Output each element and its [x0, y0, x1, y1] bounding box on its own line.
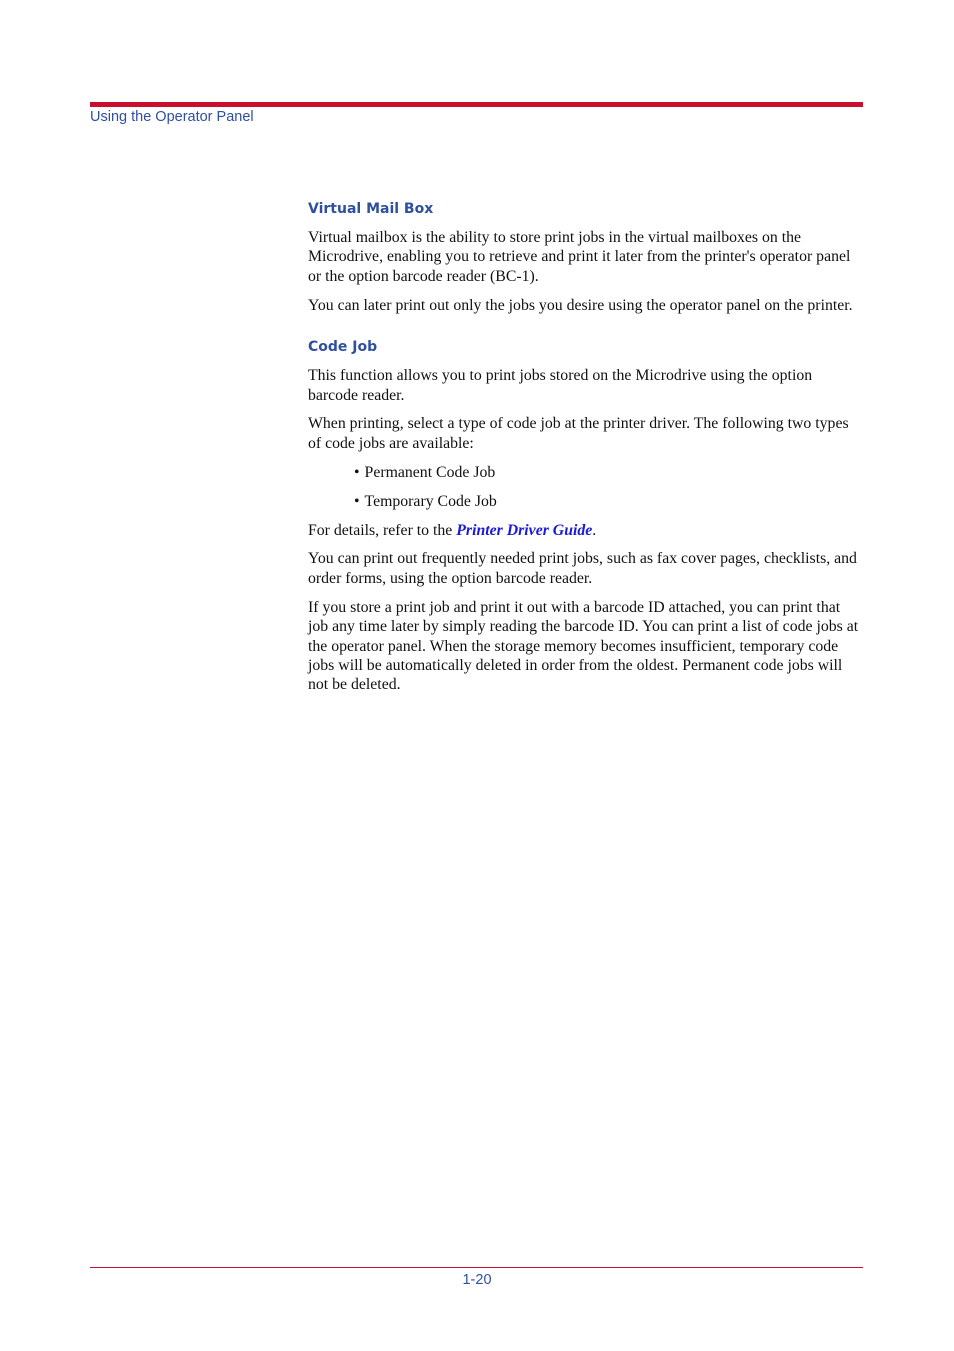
paragraph: This function allows you to print jobs stored on the Microdrive using the option barcode reader. [308, 367, 813, 404]
bullet-icon: • [354, 463, 360, 481]
section-heading: Virtual Mail Box [308, 201, 434, 217]
list-item-text: Temporary Code Job [364, 492, 497, 510]
paragraph: You can print out frequently needed print jobs, such as fax cover pages, checklists, and order forms, using the option barcode reader. [308, 550, 857, 587]
list-item [354, 492, 864, 511]
section-heading: Code Job [308, 339, 378, 356]
running-header: Using the Operator Panel [90, 109, 254, 125]
printer-driver-guide-link[interactable]: Printer Driver Guide [456, 521, 593, 539]
section-code-job [308, 337, 864, 695]
page-number: 1-20 [462, 1272, 492, 1288]
list-item [354, 463, 864, 482]
reference-prefix: For details, refer to the [308, 521, 457, 539]
code-job-type-list [308, 463, 864, 511]
footer-rule [90, 1267, 863, 1268]
paragraph: Virtual mailbox is the ability to store print jobs in the virtual mailboxes on the Microdrive, enabling you to retrieve and print it later from the printer's operator panel or the option barcode reader (BC-1). [308, 229, 851, 285]
section-virtual-mail-box [308, 199, 864, 315]
reference-suffix: . [592, 521, 597, 539]
paragraph: You can later print out only the jobs you desire using the operator panel on the printer. [308, 296, 853, 314]
bullet-icon: • [354, 492, 360, 510]
paragraph: When printing, select a type of code job at the printer driver. The following two types of code jobs are available: [308, 415, 849, 452]
paragraph: If you store a print job and print it out with a barcode ID attached, you can print that job any time later by simply reading the barcode ID. You can print a list of code jobs at the operator panel. When the storage memory becomes insufficient, temporary code jobs will be automatically deleted in order from the oldest. Permanent code jobs will not be deleted. [308, 598, 859, 694]
page-content [308, 199, 864, 704]
reference-paragraph [308, 521, 864, 540]
list-item-text: Permanent Code Job [364, 463, 496, 481]
header-rule [90, 102, 863, 107]
